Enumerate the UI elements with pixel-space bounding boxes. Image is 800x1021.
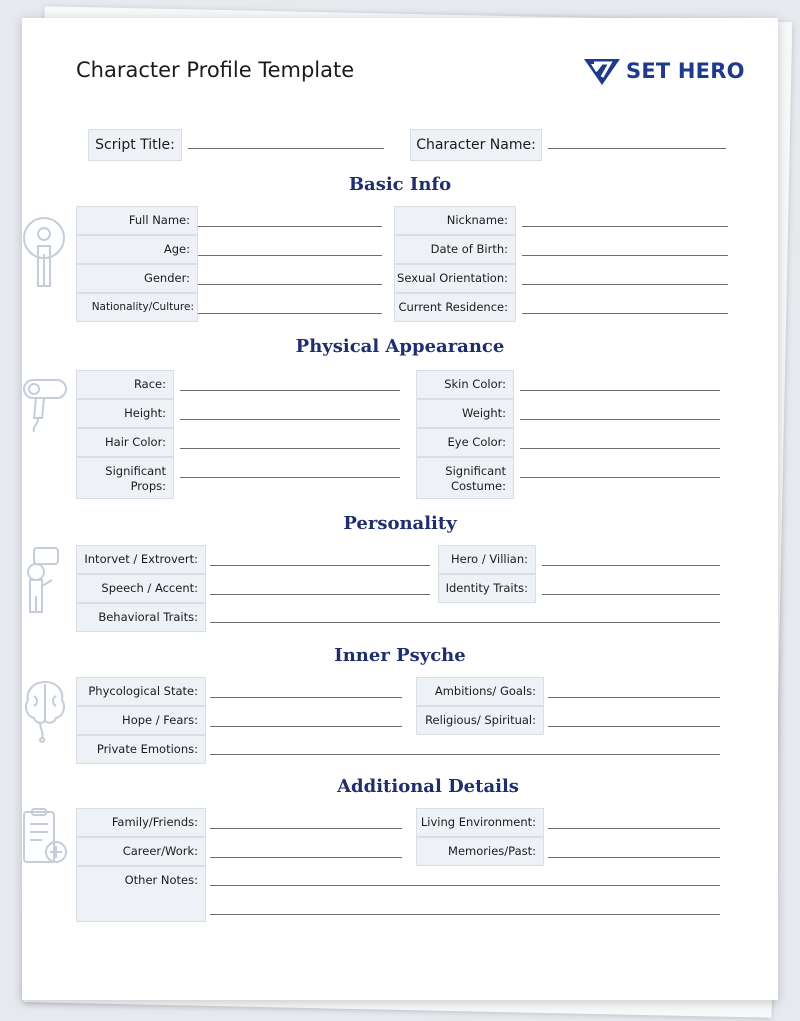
label-other-notes: Other Notes:: [76, 866, 206, 922]
religious-spiritual-line[interactable]: [548, 726, 720, 727]
gender-line[interactable]: [198, 284, 382, 285]
label-height: Height:: [76, 399, 174, 428]
label-date-of-birth: Date of Birth:: [394, 235, 516, 264]
nickname-line[interactable]: [522, 226, 728, 227]
hair-color-line[interactable]: [180, 448, 400, 449]
section-title-basic-info: Basic Info: [348, 174, 452, 195]
section-title-inner-psyche: Inner Psyche: [334, 645, 466, 666]
psychological-state-line[interactable]: [210, 697, 402, 698]
ambitions-goals-line[interactable]: [548, 697, 720, 698]
label-nickname: Nickname:: [394, 206, 516, 235]
brain-icon: [22, 678, 68, 748]
hero-villain-line[interactable]: [542, 565, 720, 566]
script-title-line[interactable]: [188, 148, 384, 149]
label-psychological-state: Phycological State:: [76, 677, 206, 706]
weight-line[interactable]: [520, 419, 720, 420]
label-full-name: Full Name:: [76, 206, 198, 235]
race-line[interactable]: [180, 390, 400, 391]
hair-dryer-icon: [22, 376, 70, 438]
significant-costume-line[interactable]: [520, 477, 720, 478]
label-identity-traits: Identity Traits:: [438, 574, 536, 603]
brand-logo: [582, 55, 752, 89]
eye-color-line[interactable]: [520, 448, 720, 449]
other-notes-line-1[interactable]: [210, 885, 720, 886]
age-line[interactable]: [198, 255, 382, 256]
height-line[interactable]: [180, 419, 400, 420]
document-title: Character Profile Template: [76, 58, 355, 82]
label-career-work: Career/Work:: [76, 837, 206, 866]
document-page: [22, 18, 778, 1000]
sexual-orientation-line[interactable]: [522, 284, 728, 285]
label-behavioral-traits: Behavioral Traits:: [76, 603, 206, 632]
family-friends-line[interactable]: [210, 828, 402, 829]
label-sexual-orientation: Sexual Orientation:: [394, 264, 516, 293]
label-weight: Weight:: [416, 399, 514, 428]
significant-props-line[interactable]: [180, 477, 400, 478]
behavioral-traits-line[interactable]: [210, 622, 720, 623]
label-speech-accent: Speech / Accent:: [76, 574, 206, 603]
character-name-line[interactable]: [548, 148, 726, 149]
label-living-environment: Living Environment:: [416, 808, 544, 837]
career-work-line[interactable]: [210, 857, 402, 858]
label-hope-fears: Hope / Fears:: [76, 706, 206, 735]
section-title-additional-details: Additional Details: [337, 776, 519, 797]
label-ambitions-goals: Ambitions/ Goals:: [416, 677, 544, 706]
label-religious-spiritual: Religious/ Spiritual:: [416, 706, 544, 735]
label-eye-color: Eye Color:: [416, 428, 514, 457]
date-of-birth-line[interactable]: [522, 255, 728, 256]
living-environment-line[interactable]: [548, 828, 720, 829]
private-emotions-line[interactable]: [210, 754, 720, 755]
full-name-line[interactable]: [198, 226, 382, 227]
section-title-personality: Personality: [343, 513, 457, 534]
speaking-person-icon: [22, 546, 68, 620]
section-title-physical-appearance: Physical Appearance: [295, 336, 505, 357]
label-introvert-extrovert: Intorvet / Extrovert:: [76, 545, 206, 574]
brand-name: SET HERO: [626, 59, 745, 83]
script-title-label: Script Title:: [88, 129, 182, 161]
set-hero-logo-icon: [582, 55, 622, 87]
label-current-residence: Current Residence:: [394, 293, 516, 322]
label-skin-color: Skin Color:: [416, 370, 514, 399]
person-icon: [22, 214, 66, 294]
label-gender: Gender:: [76, 264, 198, 293]
label-family-friends: Family/Friends:: [76, 808, 206, 837]
character-name-label: Character Name:: [410, 129, 542, 161]
label-nationality: Nationality/Culture:: [76, 293, 198, 322]
other-notes-line-2[interactable]: [210, 914, 720, 915]
label-memories-past: Memories/Past:: [416, 837, 544, 866]
skin-color-line[interactable]: [520, 390, 720, 391]
memories-past-line[interactable]: [548, 857, 720, 858]
label-hero-villain: Hero / Villian:: [438, 545, 536, 574]
nationality-line[interactable]: [198, 313, 382, 314]
hope-fears-line[interactable]: [210, 726, 402, 727]
identity-traits-line[interactable]: [542, 594, 720, 595]
label-age: Age:: [76, 235, 198, 264]
label-private-emotions: Private Emotions:: [76, 735, 206, 764]
current-residence-line[interactable]: [522, 313, 728, 314]
medical-clipboard-icon: [22, 808, 70, 872]
label-significant-props: Significant Props:: [76, 457, 174, 499]
label-race: Race:: [76, 370, 174, 399]
introvert-extrovert-line[interactable]: [210, 565, 430, 566]
label-hair-color: Hair Color:: [76, 428, 174, 457]
speech-accent-line[interactable]: [210, 594, 430, 595]
label-significant-costume: Significant Costume:: [416, 457, 514, 499]
